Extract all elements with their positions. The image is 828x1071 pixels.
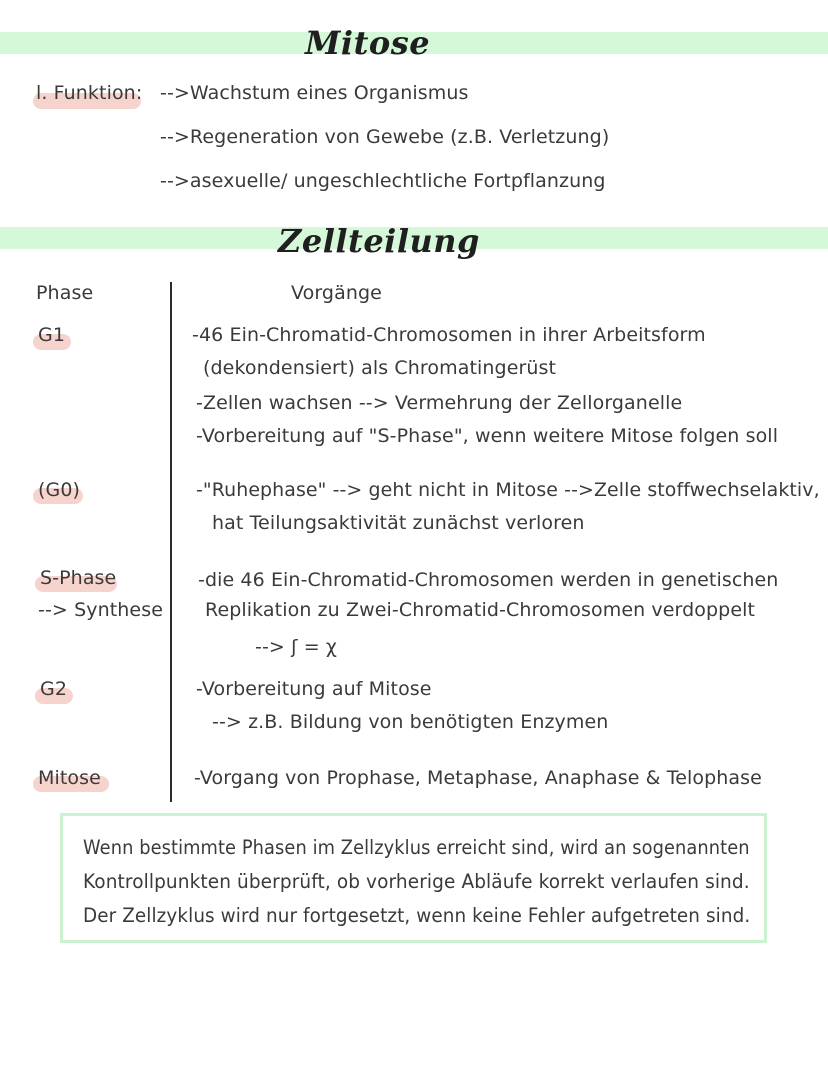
column-header-vorgaenge: Vorgänge xyxy=(291,282,382,304)
page-title-mitose: Mitose xyxy=(305,24,431,62)
phase-sublabel-synthese: --> Synthese xyxy=(38,599,163,621)
note-box xyxy=(60,813,767,943)
g1-line-1: -46 Ein-Chromatid-Chromosomen in ihrer Arbeitsform xyxy=(192,324,706,346)
note-line-3: Der Zellzyklus wird nur fortgesetzt, wenn keine Fehler aufgetreten sind. xyxy=(83,904,751,927)
g0-line-2: hat Teilungsaktivität zunächst verloren xyxy=(212,512,585,534)
table-divider xyxy=(170,282,172,802)
g2-line-2: --> z.B. Bildung von benötigten Enzymen xyxy=(212,711,609,733)
column-header-phase: Phase xyxy=(36,282,94,304)
s-line-2: Replikation zu Zwei-Chromatid-Chromosomen verdoppelt xyxy=(205,599,756,621)
phase-label-mitose: Mitose xyxy=(38,767,101,789)
funktion-item-2: -->Regeneration von Gewebe (z.B. Verletzung) xyxy=(160,126,610,148)
s-line-3: --> ʃ = χ xyxy=(255,636,337,658)
phase-label-g0: (G0) xyxy=(38,479,81,501)
g1-line-2: (dekondensiert) als Chromatingerüst xyxy=(203,357,557,379)
phase-label-g1: G1 xyxy=(38,324,66,346)
g1-line-3: -Zellen wachsen --> Vermehrung der Zellorganelle xyxy=(196,392,683,414)
phase-label-s: S-Phase xyxy=(40,567,117,589)
g2-line-1: -Vorbereitung auf Mitose xyxy=(196,678,432,700)
g0-line-1: -"Ruhephase" --> geht nicht in Mitose -->Zelle stoffwechselaktiv, xyxy=(196,479,820,501)
g1-line-4: -Vorbereitung auf "S-Phase", wenn weitere Mitose folgen soll xyxy=(196,425,779,447)
funktion-item-1: -->Wachstum eines Organismus xyxy=(160,82,469,104)
note-line-1: Wenn bestimmte Phasen im Zellzyklus erreicht sind, wird an sogenannten xyxy=(83,836,750,859)
section-title-zellteilung: Zellteilung xyxy=(278,222,480,260)
mitose-line-1: -Vorgang von Prophase, Metaphase, Anaphase & Telophase xyxy=(194,767,762,789)
funktion-label: l. Funktion: xyxy=(36,82,143,104)
phase-label-g2: G2 xyxy=(40,678,68,700)
note-line-2: Kontrollpunkten überprüft, ob vorherige Abläufe korrekt verlaufen sind. xyxy=(83,870,750,893)
funktion-item-3: -->asexuelle/ ungeschlechtliche Fortpflanzung xyxy=(160,170,606,192)
s-line-1: -die 46 Ein-Chromatid-Chromosomen werden in genetischen xyxy=(198,569,779,591)
